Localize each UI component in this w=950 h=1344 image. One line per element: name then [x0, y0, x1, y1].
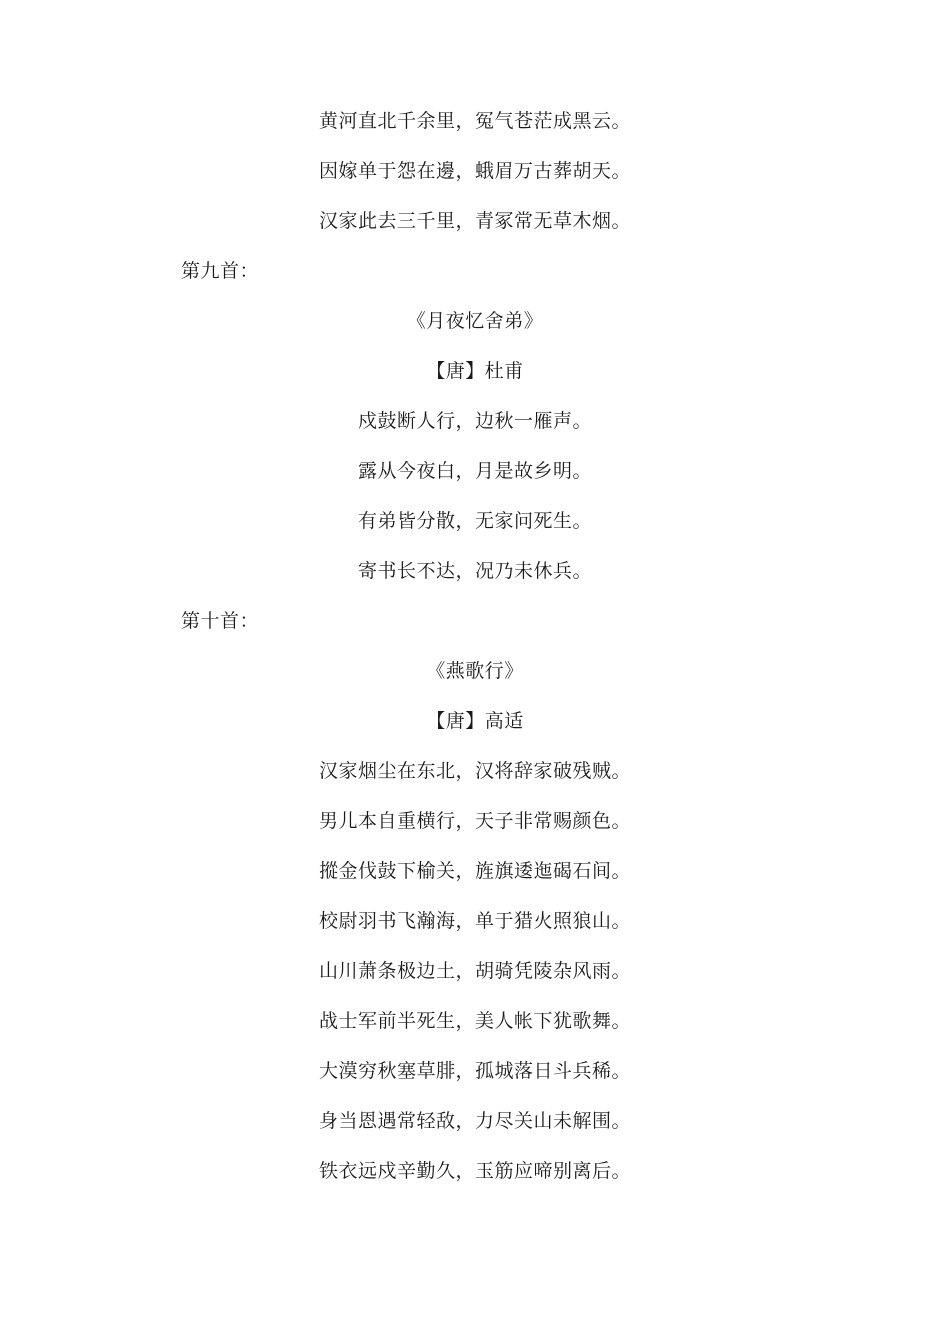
poem-line: 戍鼓断人行，边秋一雁声。 [357, 410, 592, 432]
poem-line: 铁衣远戍辛勤久，玉筋应啼别离后。 [318, 1160, 631, 1182]
poem-line: 山川萧条极边土，胡骑凭陵杂风雨。 [318, 960, 631, 982]
poem9-author: 【唐】杜甫 [426, 360, 524, 382]
poem-line: 有弟皆分散，无家问死生。 [357, 510, 592, 532]
poem-line: 汉家此去三千里，青冢常无草木烟。 [318, 210, 631, 232]
poem10-heading: 第十首： [181, 610, 260, 632]
poem-line: 校尉羽书飞瀚海，单于猎火照狼山。 [318, 910, 631, 932]
poem-line: 黄河直北千余里，冤气苍茫成黑云。 [318, 110, 631, 132]
poem-line: 露从今夜白，月是故乡明。 [357, 460, 592, 482]
poem10-title: 《燕歌行》 [426, 660, 524, 682]
poem-line: 寄书长不达，况乃未休兵。 [357, 560, 592, 582]
poem-line: 男儿本自重横行，天子非常赐颜色。 [318, 810, 631, 832]
poem9-heading: 第九首： [181, 260, 260, 282]
poem9-title: 《月夜忆舍弟》 [406, 310, 544, 332]
poem10-author: 【唐】高适 [426, 710, 524, 732]
poem-line: 大漠穷秋塞草腓，孤城落日斗兵稀。 [318, 1060, 631, 1082]
poem-line: 身当恩遇常轻敌，力尽关山未解围。 [318, 1110, 631, 1132]
poem-line: 因嫁单于怨在邊，蛾眉万古葬胡天。 [318, 160, 631, 182]
poem-line: 汉家烟尘在东北，汉将辞家破残贼。 [318, 760, 631, 782]
poem-line: 摐金伐鼓下榆关，旌旗逶迤碣石间。 [318, 860, 631, 882]
poem-line: 战士军前半死生，美人帐下犹歌舞。 [318, 1010, 631, 1032]
